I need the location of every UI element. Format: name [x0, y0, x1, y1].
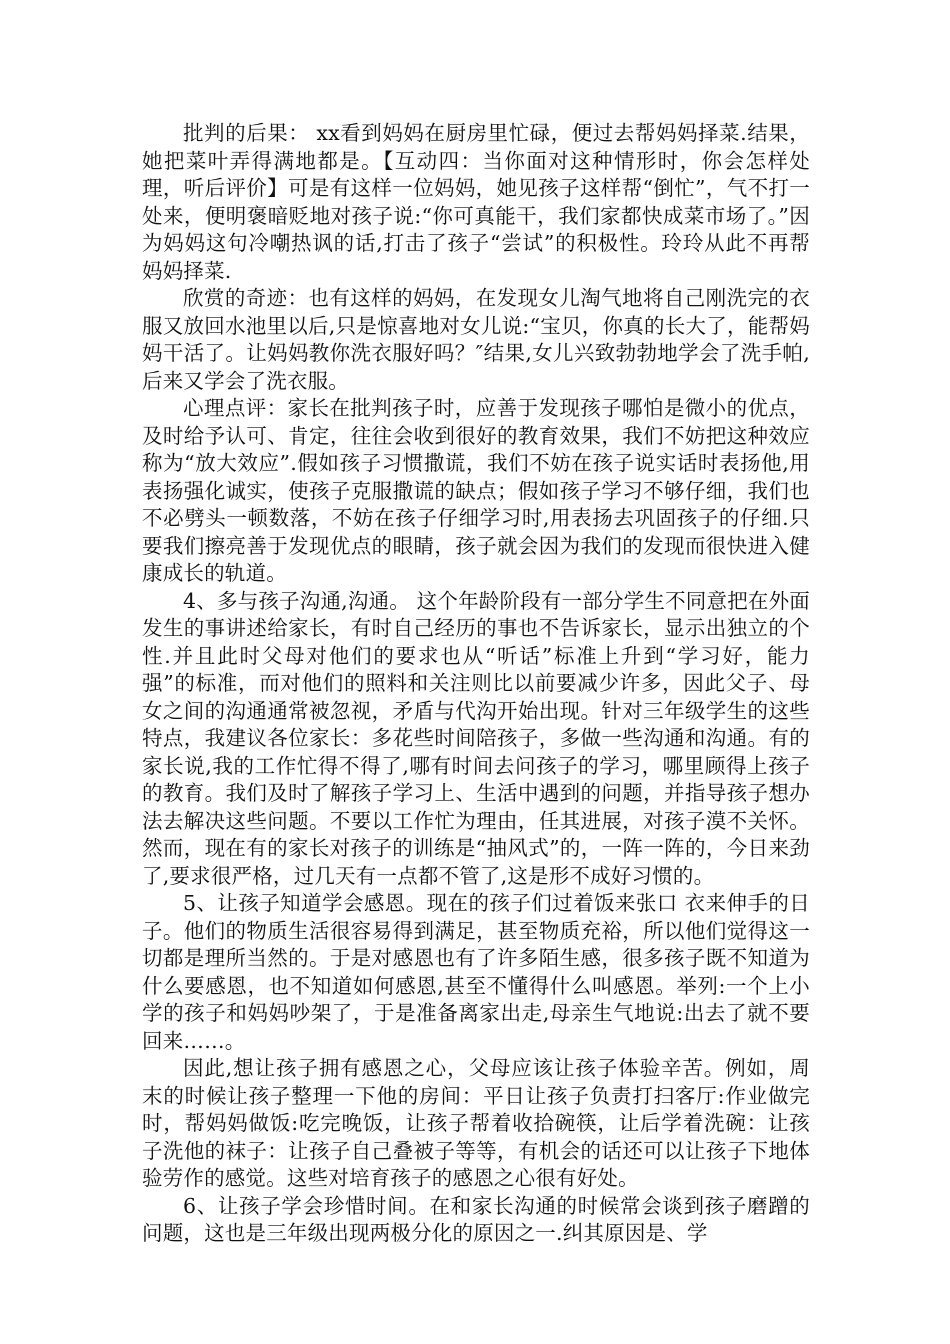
paragraph-experience-hardship: 因此,想让孩子拥有感恩之心，父母应该让孩子体验辛苦。例如，周末的时候让孩子整理一下他的房间：平日让孩子负责打扫客厅:作业做完时，帮妈妈做饭:吃完晚饭，让孩子帮着收拾碗筷，让后学着洗碗：让孩子洗他的袜子：让孩子自己叠被子等等，有机会的话还可以让孩子下地体验劳作的感觉。这些对培育孩子的感恩之心很有好处。 [142, 1056, 810, 1190]
paragraph-psychological-comment: 心理点评：家长在批判孩子时，应善于发现孩子哪怕是微小的优点，及时给予认可、肯定，往往会收到很好的教育效果，我们不妨把这种效应称为“放大效应”.假如孩子习惯撒谎，我们不妨在孩子说实话时表扬他,用表扬强化诚实，使孩子克服撒谎的缺点；假如孩子学习不够仔细，我们也不必劈头一顿数落，不妨在孩子仔细学习时,用表扬去巩固孩子的仔细.只要我们擦亮善于发现优点的眼睛，孩子就会因为我们的发现而很快进入健康成长的轨道。 [142, 396, 810, 585]
document-body [142, 120, 810, 1248]
paragraph-criticism-consequence: 批判的后果： xx看到妈妈在厨房里忙碌，便过去帮妈妈择菜.结果，她把菜叶弄得满地都是。【互动四：当你面对这种情形时，你会怎样处理，听后评价】可是有这样一位妈妈，她见孩子这样帮“倒忙”，气不打一处来，便明褒暗贬地对孩子说:“你可真能干，我们家都快成菜市场了。”因为妈妈这句冷嘲热讽的话,打击了孩子“尝试”的积极性。玲玲从此不再帮妈妈择菜. [142, 121, 810, 283]
paragraph-learn-gratitude: 5、让孩子知道学会感恩。现在的孩子们过着饭来张口 衣来伸手的日子。他们的物质生活很容易得到满足，甚至物质充裕，所以他们觉得这一切都是理所当然的。于是对感恩也有了许多陌生感，很多孩子既不知道为什么要感恩，也不知道如何感恩,甚至不懂得什么叫感恩。举列:一个上小学的孩子和妈妈吵架了，于是准备离家出走,母亲生气地说:出去了就不要回来……。 [142, 891, 810, 1053]
paragraph-communicate-with-child: 4、多与孩子沟通,沟通。 这个年龄阶段有一部分学生不同意把在外面发生的事讲述给家长，有时自己经历的事也不告诉家长，显示出独立的个性.并且此时父母对他们的要求也从“听话”标准上升到“学习好，能力强”的标准，而对他们的照料和关注则比以前要减少许多，因此父子、母女之间的沟通通常被忽视，矛盾与代沟开始出现。针对三年级学生的这些特点，我建议各位家长：多花些时间陪孩子，多做一些沟通和沟通。有的家长说,我的工作忙得不得了,哪有时间去问孩子的学习，哪里顾得上孩子的教育。我们及时了解孩子学习上、生活中遇到的问题，并指导孩子想办法去解决这些问题。不要以工作忙为理由，任其进展，对孩子漠不关怀。然而，现在有的家长对孩子的训练是“抽风式”的，一阵一阵的，今日来劲了,要求很严格，过几天有一点都不管了,这是形不成好习惯的。 [142, 588, 810, 888]
paragraph-value-time: 6、让孩子学会珍惜时间。在和家长沟通的时候常会谈到孩子磨蹭的问题，这也是三年级出现两极分化的原因之一.纠其原因是、学 [142, 1193, 810, 1245]
paragraph-appreciation-miracle: 欣赏的奇迹：也有这样的妈妈，在发现女儿淘气地将自己刚洗完的衣服又放回水池里以后,只是惊喜地对女儿说:“宝贝，你真的长大了，能帮妈妈干活了。让妈妈教你洗衣服好吗？″结果,女儿兴致勃勃地学会了洗手帕,后来又学会了洗衣服。 [142, 286, 810, 393]
